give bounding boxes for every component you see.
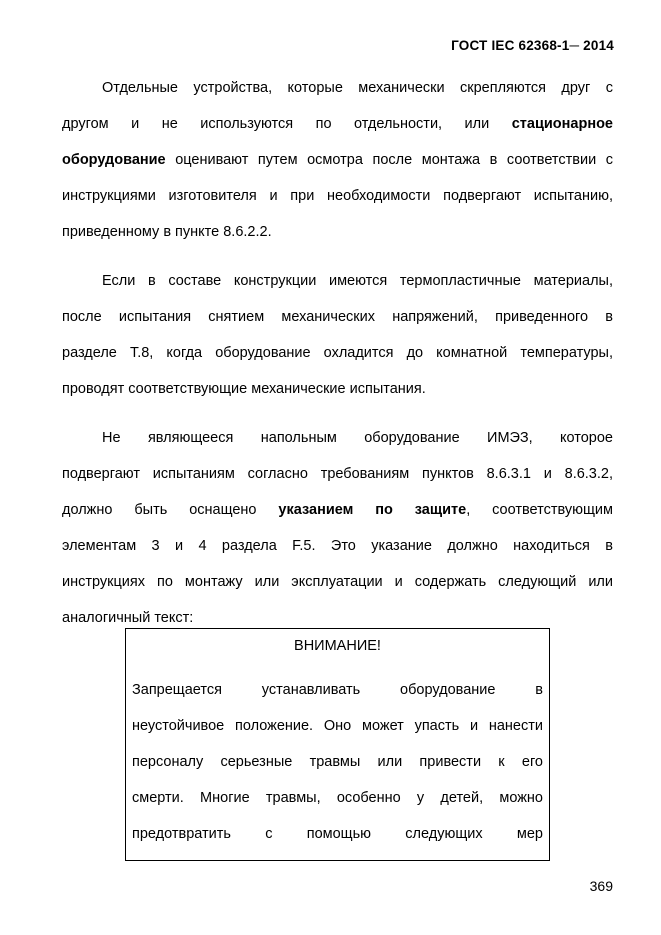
text-line: приведенному в пункте 8.6.2.2. [62, 224, 272, 240]
text-line: аналогичный текст: [62, 610, 194, 626]
text-span: другом и не используются по отдельности, или [62, 116, 512, 132]
text-line: проводят соответствующие механические испытания. [62, 381, 426, 397]
text-line [62, 492, 613, 528]
warning-box [125, 628, 550, 861]
document-body [62, 70, 613, 649]
warning-line: неустойчивое положение. Оно может упасть и нанести [132, 718, 543, 734]
text-line [62, 106, 613, 142]
text-line: после испытания снятием механических напряжений, приведенного в [62, 309, 613, 325]
page-number: 369 [589, 878, 613, 894]
warning-line: смерти. Многие травмы, особенно у детей, можно [132, 790, 543, 806]
warning-line: Запрещается устанавливать оборудование в [132, 682, 543, 698]
text-line: Если в составе конструкции имеются термопластичные материалы, [102, 273, 613, 289]
document-header: ГОСТ IEC 62368-1─ 2014 [451, 38, 614, 53]
text-span: должно быть оснащено [62, 502, 279, 518]
text-line [62, 142, 613, 178]
warning-text [126, 672, 549, 852]
text-line: элементам 3 и 4 раздела F.5. Это указание должно находиться в [62, 538, 613, 554]
paragraph-2 [62, 263, 613, 407]
bold-term: стационарное [511, 116, 613, 132]
warning-line: персоналу серьезные травмы или привести к его [132, 754, 543, 770]
text-line: разделе Т.8, когда оборудование охладится до комнатной температуры, [62, 345, 613, 361]
text-line: Отдельные устройства, которые механически скрепляются друг с [102, 80, 613, 96]
text-span: , соответствующим [466, 502, 613, 518]
text-line: инструкциях по монтажу или эксплуатации и содержать следующий или [62, 574, 613, 590]
bold-term: указанием по защите [278, 502, 467, 518]
paragraph-3 [62, 420, 613, 636]
warning-line: предотвратить с помощью следующих мер [132, 826, 543, 842]
bold-term: оборудование [62, 152, 166, 168]
text-line: подвергают испытаниям согласно требованиям пунктов 8.6.3.1 и 8.6.3.2, [62, 466, 613, 482]
paragraph-1 [62, 70, 613, 250]
text-span: оценивают путем осмотра после монтажа в соответствии с [165, 152, 613, 168]
text-line: инструкциями изготовителя и при необходимости подвергают испытанию, [62, 188, 613, 204]
text-line: Не являющееся напольным оборудование ИМЭЗ, которое [102, 430, 613, 446]
warning-title: ВНИМАНИЕ! [294, 638, 381, 654]
